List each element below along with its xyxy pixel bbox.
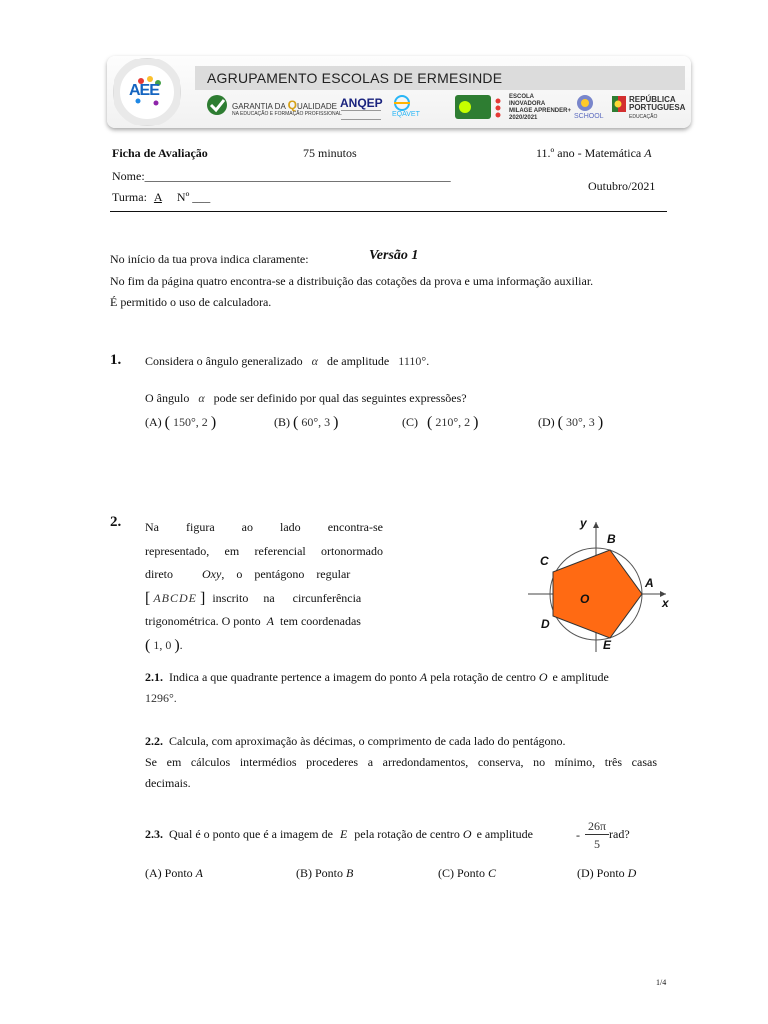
q21-point-o: O: [538, 670, 548, 684]
escola-inovadora-2: INOVADORA: [509, 100, 546, 107]
q23-unit: rad?: [609, 827, 630, 841]
qualidade-text: GARANTIA DA QUALIDADE: [232, 98, 337, 112]
q1-option-b-value: 60°, 3: [301, 415, 331, 429]
q22-line-3: decimais.: [145, 776, 191, 790]
eqavet-text: EQAVET: [392, 111, 420, 118]
intro-line-2: No fim da página quatro encontra-se a distribuição das cotações da prova e uma informação auxiliar.: [110, 274, 594, 288]
header-divider: [110, 211, 667, 212]
q2-line-5a: trigonométrica. O ponto: [145, 614, 261, 628]
q2-line-4: [ ABCDE ] inscrito na circunferência: [145, 589, 362, 607]
label-x: x: [662, 596, 669, 610]
date: Outubro/2021: [588, 179, 656, 193]
school-name: AGRUPAMENTO ESCOLAS DE ERMESINDE: [207, 70, 503, 86]
ficha-title: Ficha de Avaliação: [112, 146, 208, 160]
qualidade-text-a: GARANTIA DA: [232, 102, 286, 111]
friendly-school-text: SCHOOL: [574, 113, 604, 120]
q1-option-c[interactable]: (C) ( 210°, 2 ): [402, 414, 479, 431]
q1-amplitude: 1110°: [398, 354, 427, 368]
y-axis-arrow-icon: [593, 522, 599, 528]
question-1-stem: [145, 354, 429, 369]
q1-stem-c: .: [426, 354, 430, 368]
q2-line-3a: direto: [145, 567, 173, 581]
label-o: O: [580, 592, 590, 606]
escola-inovadora-3: MILAGE APRENDER+: [509, 107, 571, 114]
status-dots: [494, 97, 502, 123]
question-1-number: 1.: [110, 352, 122, 368]
q2-line-1: Na figura ao lado encontra-se: [145, 520, 383, 534]
question-2-1: [145, 670, 609, 685]
q23-option-b-label: (B) Ponto: [296, 866, 344, 880]
q1-option-a[interactable]: (A) ( 150°, 2 ): [145, 414, 217, 431]
q1-option-d-label: (D): [538, 415, 555, 429]
eco-escola-logo: [455, 95, 491, 119]
q1-sub-alpha: α: [198, 391, 205, 405]
q23-option-c-point: C: [488, 866, 497, 880]
label-a: A: [645, 576, 654, 590]
numero-field[interactable]: Nº ___: [176, 190, 211, 204]
pentagon-figure: [528, 508, 676, 652]
republica-1: REPÚBLICA: [629, 95, 676, 104]
q23-option-d-point: D: [627, 866, 637, 880]
q23-text-b: pela rotação de centro: [354, 827, 460, 841]
republica-flag: [612, 96, 626, 116]
q23-minus: -: [576, 828, 580, 842]
q23-option-b-point: B: [346, 866, 354, 880]
turma-value: A: [153, 190, 162, 204]
course-prefix: 11.º ano - Matemática: [536, 146, 645, 160]
anqep-sub-lines: [341, 110, 381, 120]
question-2-3: [145, 827, 533, 842]
label-d: D: [541, 617, 550, 631]
q23-point-o: O: [462, 827, 472, 841]
anqep-logo: ANQEP: [340, 96, 383, 110]
q1-option-a-value: 150°, 2: [173, 415, 208, 429]
qualidade-text-b: UALIDADE: [296, 102, 337, 111]
q2-line-3c: , o pentágono regular: [221, 567, 351, 581]
intro-line-1: No início da tua prova indica claramente:: [110, 252, 309, 266]
question-2-2: [145, 734, 566, 749]
question-2-stem: [145, 516, 383, 657]
q1-stem-b: de amplitude: [326, 354, 390, 368]
q23-option-a-label: (A) Ponto: [145, 866, 193, 880]
page-number: 1/4: [656, 978, 667, 987]
escola-inovadora-4: 2020/2021: [509, 114, 538, 121]
intro-line-3: É permitido o uso de calculadora.: [110, 295, 272, 309]
q23-text-a: Qual é o ponto que é a imagem de: [169, 827, 333, 841]
q23-option-d-label: (D) Ponto: [577, 866, 625, 880]
republica-3: EDUCAÇÃO: [629, 113, 658, 120]
q23-option-a[interactable]: [145, 866, 203, 881]
q2-coords: 1, 0: [153, 637, 172, 652]
q22-line-1: Calcula, com aproximação às décimas, o comprimento de cada lado do pentágono.: [169, 734, 566, 748]
eqavet-icon: [390, 94, 414, 112]
q1-sub-a: O ângulo: [145, 391, 190, 405]
q1-option-a-label: (A): [145, 415, 162, 429]
q23-fraction-numerator: 26π: [587, 819, 607, 833]
q21-amplitude: 1296°.: [145, 691, 177, 705]
q23-option-a-point: A: [195, 866, 204, 880]
duration: 75 minutos: [303, 146, 357, 160]
label-e: E: [603, 638, 612, 652]
republica-text: [629, 96, 685, 120]
q2-polygon: ABCDE: [153, 590, 197, 605]
q1-stem-a: Considera o ângulo generalizado: [145, 354, 303, 368]
name-field[interactable]: Nome:___________________________________________________: [112, 169, 451, 183]
q21-text-b: pela rotação de centro: [430, 670, 536, 684]
q23-text-c: e amplitude: [476, 827, 533, 841]
q22-line-2: Se em cálculos intermédios procederes a arredondamentos, conserva, no mínimo, três casas: [145, 755, 657, 769]
course-letter: A: [644, 146, 652, 160]
logo-letters: AEE: [129, 82, 159, 99]
q23-option-c-label: (C) Ponto: [438, 866, 486, 880]
q23-option-c[interactable]: [438, 866, 496, 881]
q2-line-3: [145, 563, 383, 587]
q1-option-d-value: 30°, 3: [566, 415, 595, 429]
qualidade-sub: NA EDUCAÇÃO E FORMAÇÃO PROFISSIONAL: [232, 111, 342, 117]
globe-icon: [574, 93, 596, 113]
q23-option-b[interactable]: [296, 866, 353, 881]
q23-point-e: E: [339, 827, 348, 841]
q1-option-d[interactable]: (D) ( 30°, 3 ): [538, 414, 604, 431]
turma-field[interactable]: [112, 190, 210, 205]
q23-fraction-bar: [585, 834, 609, 835]
q2-point-a: A: [266, 614, 274, 628]
qualidade-logo: [206, 94, 230, 120]
q21-text-c: e amplitude: [552, 670, 609, 684]
label-c: C: [540, 554, 549, 568]
q1-option-b[interactable]: (B) ( 60°, 3 ): [274, 414, 339, 431]
course: [536, 146, 652, 161]
escola-inovadora-1: ESCOLA: [509, 94, 535, 100]
escola-inovadora-badge: [509, 94, 571, 122]
pentagon-abcde: [553, 550, 642, 638]
q23-number: 2.3.: [145, 827, 163, 841]
q1-alpha: α: [311, 354, 318, 368]
version-label: Versão 1: [369, 248, 419, 263]
republica-2: PORTUGUESA: [629, 103, 686, 113]
q1-option-b-label: (B): [274, 415, 290, 429]
q23-option-d[interactable]: [577, 866, 636, 881]
check-icon: [206, 94, 230, 116]
turma-label: Turma:: [112, 190, 147, 204]
q1-option-c-value: 210°, 2: [435, 415, 471, 429]
flag-icon: [612, 96, 626, 112]
q21-text-a: Indica a que quadrante pertence a imagem do ponto: [169, 670, 417, 684]
q2-line-4-rest: inscrito na circunferência: [212, 590, 362, 605]
q22-number: 2.2.: [145, 734, 163, 748]
question-1-sub: [145, 391, 467, 406]
q23-fraction-denominator: 5: [594, 837, 600, 851]
q2-line-6: ( 1, 0 ).: [145, 636, 183, 654]
question-2-number: 2.: [110, 514, 122, 530]
q2-line-2: representado, em referencial ortonormado: [145, 543, 383, 558]
school-logo: [113, 58, 181, 126]
label-y: y: [580, 516, 587, 530]
dots-icon: [494, 97, 502, 119]
q2-line-5: [145, 610, 383, 634]
q1-option-c-label: (C): [402, 415, 418, 429]
q21-number: 2.1.: [145, 670, 163, 684]
q2-line-3b: Oxy: [202, 567, 222, 581]
label-b: B: [607, 532, 616, 546]
q2-line-5c: tem coordenadas: [279, 614, 361, 628]
q21-point-a: A: [419, 670, 428, 684]
q1-sub-b: pode ser definido por qual das seguintes expressões?: [213, 391, 467, 405]
